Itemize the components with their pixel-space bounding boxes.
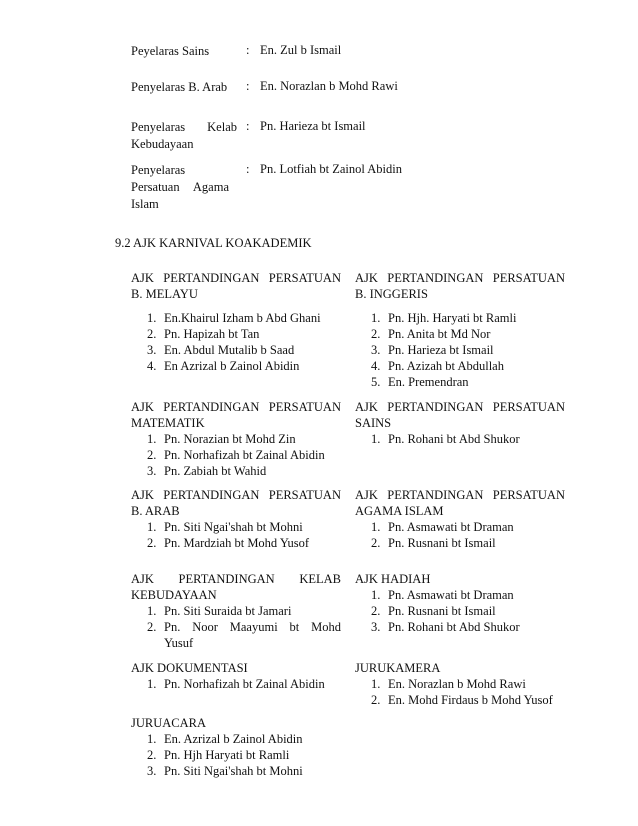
list-item: 1. En. Azrizal b Zainol Abidin <box>147 732 303 746</box>
committee-title: AGAMA ISLAM <box>355 504 444 518</box>
member-list <box>355 676 565 708</box>
list-item: 1. Pn. Siti Ngai'shah bt Mohni <box>147 520 303 534</box>
list-item: 3. Pn. Rohani bt Abd Shukor <box>371 620 520 634</box>
coordinator-role-sains: Peyelaras Sains <box>131 44 210 58</box>
list-item: 3. Pn. Zabiah bt Wahid <box>147 464 267 478</box>
member-list <box>131 731 341 779</box>
list-item: 1. Pn. Siti Suraida bt Jamari <box>147 604 292 618</box>
list-item: 1. En.Khairul Izham b Abd Ghani <box>147 311 321 325</box>
committee-title: AJK PERTANDINGAN PERSATUAN <box>355 488 565 502</box>
list-item: 2. Pn. Anita bt Md Nor <box>371 327 491 341</box>
member-list <box>355 431 565 447</box>
list-item: 2. Pn. Noor Maayumi bt Mohd Yusuf <box>147 620 341 650</box>
list-item: 2. Pn. Hapizah bt Tan <box>147 327 260 341</box>
list-item: 3. Pn. Harieza bt Ismail <box>371 343 494 357</box>
committee-title: AJK DOKUMENTASI <box>131 661 248 675</box>
list-item: 3. En. Abdul Mutalib b Saad <box>147 343 295 357</box>
list-item: 1. Pn. Rohani bt Abd Shukor <box>371 432 520 446</box>
list-item: 1. En. Norazlan b Mohd Rawi <box>371 677 526 691</box>
committee-dokumentasi <box>131 660 341 692</box>
committee-title: AJK PERTANDINGAN PERSATUAN <box>355 271 565 285</box>
committee-jurukamera <box>355 660 565 708</box>
list-item: 4. Pn. Azizah bt Abdullah <box>371 359 504 373</box>
list-item: 2. Pn. Hjh Haryati bt Ramli <box>147 748 290 762</box>
list-item: 1. Pn. Hjh. Haryati bt Ramli <box>371 311 517 325</box>
committee-title: AJK HADIAH <box>355 572 431 586</box>
committee-title: SAINS <box>355 416 392 430</box>
role-line: Persatuan Agama <box>131 180 229 194</box>
list-item: 1. Pn. Norhafizah bt Zainal Abidin <box>147 677 325 691</box>
committee-sains <box>355 399 565 447</box>
member-list <box>355 519 565 551</box>
role-line: Penyelaras <box>131 163 186 177</box>
committee-title: B. ARAB <box>131 504 180 518</box>
coordinator-role-kebudayaan <box>131 119 237 153</box>
role-line: Islam <box>131 197 159 211</box>
committee-inggeris <box>355 270 565 390</box>
section-heading: 9.2 AJK KARNIVAL KOAKADEMIK <box>115 236 312 250</box>
role-line: Penyelaras Kelab <box>131 120 237 134</box>
committee-title: B. INGGERIS <box>355 287 428 301</box>
coordinator-colon: : <box>246 119 250 133</box>
member-list <box>131 431 341 479</box>
committee-title: AJK PERTANDINGAN PERSATUAN <box>131 271 341 285</box>
list-item: 3. Pn. Siti Ngai'shah bt Mohni <box>147 764 303 778</box>
committee-title: B. MELAYU <box>131 287 198 301</box>
coordinator-name-agama: Pn. Lotfiah bt Zainol Abidin <box>260 162 403 176</box>
coordinator-colon: : <box>246 162 250 176</box>
committee-juruacara <box>131 715 341 779</box>
committee-agama-islam <box>355 487 565 551</box>
committee-title: AJK PERTANDINGAN PERSATUAN <box>131 400 341 414</box>
list-item: 1. Pn. Asmawati bt Draman <box>371 588 514 602</box>
committee-title: MATEMATIK <box>131 416 205 430</box>
list-item: 2. En. Mohd Firdaus b Mohd Yusof <box>371 693 553 707</box>
committee-arab <box>131 487 341 551</box>
list-item: 1. Pn. Asmawati bt Draman <box>371 520 514 534</box>
committee-hadiah <box>355 571 565 635</box>
committee-title: KEBUDAYAAN <box>131 588 217 602</box>
list-item: 4. En Azrizal b Zainol Abidin <box>147 359 300 373</box>
member-list <box>131 519 341 551</box>
role-line: Kebudayaan <box>131 137 194 151</box>
committee-title: AJK PERTANDINGAN PERSATUAN <box>131 488 341 502</box>
coordinator-colon: : <box>246 79 250 93</box>
list-item: 2. Pn. Rusnani bt Ismail <box>371 604 496 618</box>
list-item: 1. Pn. Norazian bt Mohd Zin <box>147 432 296 446</box>
committee-kebudayaan <box>131 571 341 651</box>
coordinator-name-kebudayaan: Pn. Harieza bt Ismail <box>260 119 366 133</box>
committee-matematik <box>131 399 341 479</box>
coordinator-name-arab: En. Norazlan b Mohd Rawi <box>260 79 398 93</box>
coordinator-role-agama <box>131 162 237 213</box>
coordinator-name-sains: En. Zul b Ismail <box>260 43 342 57</box>
member-list <box>131 603 341 651</box>
list-item: 2. Pn. Mardziah bt Mohd Yusof <box>147 536 310 550</box>
committee-title: JURUACARA <box>131 716 207 730</box>
member-list <box>131 676 341 692</box>
coordinator-colon: : <box>246 43 250 57</box>
list-item: 2. Pn. Norhafizah bt Zainal Abidin <box>147 448 325 462</box>
member-list <box>355 310 565 390</box>
committee-title: AJK PERTANDINGAN PERSATUAN <box>355 400 565 414</box>
coordinator-role-arab: Penyelaras B. Arab <box>131 80 228 94</box>
committee-title: AJK PERTANDINGAN KELAB <box>131 572 341 586</box>
list-item: 2. Pn. Rusnani bt Ismail <box>371 536 496 550</box>
member-list <box>131 310 341 374</box>
committee-title: JURUKAMERA <box>355 661 441 675</box>
list-item: 5. En. Premendran <box>371 375 469 389</box>
committee-melayu <box>131 270 341 374</box>
member-list <box>355 587 565 635</box>
